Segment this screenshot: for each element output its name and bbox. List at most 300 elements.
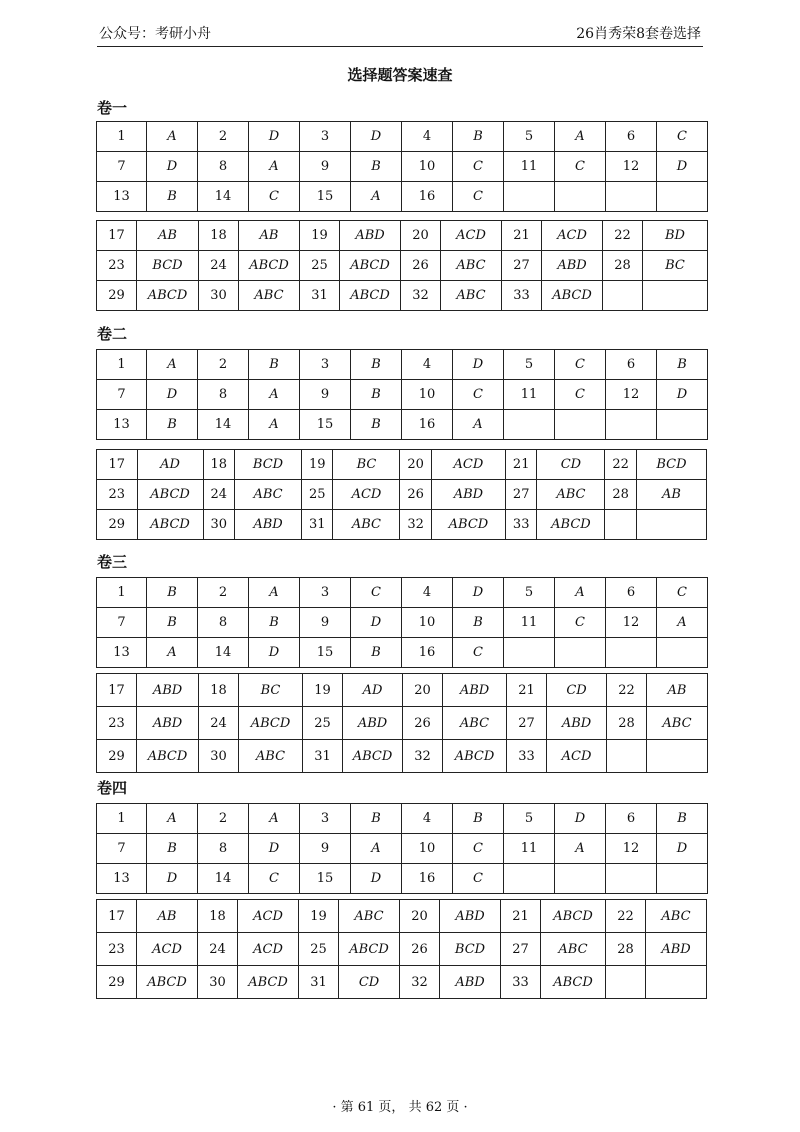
answer-cell: ABCD — [137, 740, 199, 773]
table-row — [97, 864, 708, 894]
question-number: 19 — [300, 221, 340, 251]
answer-cell: AD — [137, 450, 203, 480]
answer-cell: C — [453, 152, 504, 182]
answer-cell: ABC — [443, 707, 507, 740]
question-number: 26 — [400, 933, 440, 966]
answer-cell: A — [351, 834, 402, 864]
question-number: 17 — [97, 221, 137, 251]
question-number: 17 — [97, 900, 137, 933]
question-number: 8 — [198, 834, 249, 864]
question-number: 16 — [402, 182, 453, 212]
question-number: 11 — [504, 152, 555, 182]
table-row — [97, 251, 708, 281]
answer-cell: B — [453, 608, 504, 638]
answer-cell: ABCD — [541, 900, 606, 933]
question-number: 26 — [403, 707, 443, 740]
answer-cell — [643, 281, 708, 311]
answer-cell — [657, 410, 708, 440]
table-row — [97, 182, 708, 212]
question-number — [504, 864, 555, 894]
answer-cell: BCD — [137, 251, 199, 281]
answer-cell: ABD — [431, 480, 505, 510]
table-row — [97, 740, 708, 773]
answer-cell: ABD — [137, 674, 199, 707]
table-row — [97, 674, 708, 707]
question-number: 8 — [198, 608, 249, 638]
answer-cell: ABCD — [537, 510, 605, 540]
answer-cell: AB — [137, 900, 198, 933]
question-number: 13 — [97, 182, 147, 212]
question-number: 28 — [606, 933, 646, 966]
answer-cell: B — [351, 380, 402, 410]
answer-cell: ABCD — [239, 707, 303, 740]
question-number: 9 — [300, 834, 351, 864]
question-number: 23 — [97, 251, 137, 281]
multi-choice-table — [96, 899, 707, 999]
question-number: 9 — [300, 380, 351, 410]
answer-cell: C — [453, 834, 504, 864]
page-header — [97, 24, 703, 47]
header-right-text: 26肖秀荣8套卷选择 — [576, 26, 701, 42]
answer-cell: C — [657, 578, 708, 608]
answer-cell: ABD — [547, 707, 607, 740]
table-row — [97, 933, 707, 966]
answer-cell — [657, 182, 708, 212]
answer-cell: ABCD — [431, 510, 505, 540]
answer-cell: B — [657, 350, 708, 380]
question-number — [606, 410, 657, 440]
answer-cell: ABCD — [340, 251, 401, 281]
answer-cell: B — [249, 608, 300, 638]
question-number — [607, 740, 647, 773]
answer-cell: ABC — [339, 900, 400, 933]
answer-cell: ABCD — [137, 281, 199, 311]
answer-cell: B — [147, 834, 198, 864]
question-number: 27 — [507, 707, 547, 740]
question-number: 15 — [300, 638, 351, 668]
question-number: 2 — [198, 804, 249, 834]
answer-cell: A — [555, 578, 606, 608]
answer-cell: ABC — [239, 740, 303, 773]
question-number — [504, 638, 555, 668]
page-footer: · 第 61 页， 共 62 页 · — [332, 1100, 468, 1115]
question-number: 30 — [199, 740, 239, 773]
question-number: 22 — [607, 674, 647, 707]
question-number: 25 — [299, 933, 339, 966]
answer-cell — [646, 966, 707, 999]
question-number: 30 — [203, 510, 234, 540]
question-number: 28 — [603, 251, 643, 281]
answer-cell: D — [249, 834, 300, 864]
question-number: 18 — [199, 221, 239, 251]
table-row — [97, 281, 708, 311]
question-number: 33 — [507, 740, 547, 773]
question-number: 14 — [198, 182, 249, 212]
answer-cell: ABD — [443, 674, 507, 707]
question-number: 21 — [501, 900, 541, 933]
question-number: 12 — [606, 834, 657, 864]
question-number: 33 — [501, 966, 541, 999]
question-number: 7 — [97, 834, 147, 864]
answer-cell: B — [147, 578, 198, 608]
page-title: 选择题答案速查 — [347, 66, 453, 84]
question-number: 6 — [606, 350, 657, 380]
table-row — [97, 480, 707, 510]
table-row — [97, 966, 707, 999]
answer-cell: D — [351, 122, 402, 152]
answer-cell: ACD — [547, 740, 607, 773]
answer-cell: C — [555, 608, 606, 638]
question-number: 10 — [402, 834, 453, 864]
question-number: 28 — [607, 707, 647, 740]
section-title: 卷二 — [97, 325, 128, 343]
question-number: 12 — [606, 152, 657, 182]
question-number: 22 — [605, 450, 636, 480]
answer-cell: ABD — [137, 707, 199, 740]
answer-cell: AB — [239, 221, 300, 251]
question-number: 21 — [502, 221, 542, 251]
answer-cell — [555, 864, 606, 894]
question-number: 26 — [401, 251, 441, 281]
answer-cell: ACD — [542, 221, 603, 251]
answer-cell: D — [147, 864, 198, 894]
question-number: 3 — [300, 350, 351, 380]
question-number: 8 — [198, 152, 249, 182]
answer-cell: CD — [339, 966, 400, 999]
answer-cell: D — [147, 380, 198, 410]
multi-choice-table — [96, 449, 707, 540]
answer-cell: A — [657, 608, 708, 638]
answer-cell: ABC — [541, 933, 606, 966]
answer-cell: D — [453, 350, 504, 380]
answer-cell: C — [453, 182, 504, 212]
answer-cell: BCD — [235, 450, 302, 480]
question-number: 24 — [199, 707, 239, 740]
answer-cell: A — [147, 638, 198, 668]
answer-cell: D — [657, 152, 708, 182]
question-number: 13 — [97, 410, 147, 440]
answer-cell: B — [453, 804, 504, 834]
question-number — [606, 182, 657, 212]
answer-cell — [657, 638, 708, 668]
question-number: 10 — [402, 152, 453, 182]
answer-cell: ACD — [137, 933, 198, 966]
question-number: 32 — [400, 510, 431, 540]
question-number: 6 — [606, 578, 657, 608]
answer-cell: ABC — [646, 900, 707, 933]
question-number: 20 — [400, 900, 440, 933]
question-number: 16 — [402, 864, 453, 894]
table-row — [97, 834, 708, 864]
question-number: 21 — [505, 450, 536, 480]
question-number: 15 — [300, 182, 351, 212]
header-left-text: 公众号：考研小舟 — [99, 26, 211, 42]
answer-cell: AD — [343, 674, 403, 707]
question-number: 33 — [502, 281, 542, 311]
question-number: 2 — [198, 350, 249, 380]
question-number: 20 — [400, 450, 431, 480]
answer-cell: ABD — [440, 966, 501, 999]
question-number: 5 — [504, 804, 555, 834]
question-number: 18 — [199, 674, 239, 707]
question-number: 20 — [401, 221, 441, 251]
question-number: 15 — [300, 864, 351, 894]
table-row — [97, 350, 708, 380]
answer-cell: ACD — [238, 900, 299, 933]
question-number: 25 — [300, 251, 340, 281]
table-row — [97, 804, 708, 834]
question-number: 29 — [97, 740, 137, 773]
answer-cell: ACD — [238, 933, 299, 966]
answer-cell: ACD — [441, 221, 502, 251]
question-number: 5 — [504, 578, 555, 608]
question-number: 31 — [302, 510, 333, 540]
table-row — [97, 510, 707, 540]
question-number: 22 — [603, 221, 643, 251]
question-number: 1 — [97, 578, 147, 608]
answer-cell: A — [555, 834, 606, 864]
answer-cell: B — [147, 182, 198, 212]
question-number: 32 — [403, 740, 443, 773]
table-row — [97, 380, 708, 410]
question-number: 12 — [606, 608, 657, 638]
question-number: 17 — [97, 674, 137, 707]
question-number: 23 — [97, 480, 138, 510]
answer-cell: ABD — [440, 900, 501, 933]
question-number: 32 — [400, 966, 440, 999]
answer-cell: C — [453, 638, 504, 668]
table-row — [97, 410, 708, 440]
table-row — [97, 707, 708, 740]
answer-cell: CD — [547, 674, 607, 707]
answer-cell: D — [657, 834, 708, 864]
answer-cell: D — [351, 864, 402, 894]
question-number: 1 — [97, 804, 147, 834]
answer-cell: A — [555, 122, 606, 152]
answer-cell: ABCD — [137, 966, 198, 999]
answer-cell: B — [351, 804, 402, 834]
answer-cell: ABC — [537, 480, 605, 510]
question-number: 4 — [402, 578, 453, 608]
answer-cell — [555, 638, 606, 668]
answer-cell: ABCD — [137, 510, 203, 540]
answer-cell: A — [453, 410, 504, 440]
answer-cell: ABC — [239, 281, 300, 311]
answer-cell: CD — [537, 450, 605, 480]
question-number: 31 — [299, 966, 339, 999]
question-number — [606, 638, 657, 668]
answer-cell: C — [249, 182, 300, 212]
question-number: 16 — [402, 638, 453, 668]
question-number: 30 — [198, 966, 238, 999]
question-number: 29 — [97, 966, 137, 999]
answer-cell: A — [249, 152, 300, 182]
question-number: 4 — [402, 804, 453, 834]
question-number: 29 — [97, 510, 138, 540]
question-number — [504, 410, 555, 440]
answer-cell: B — [453, 122, 504, 152]
answer-cell: AB — [636, 480, 706, 510]
question-number: 17 — [97, 450, 138, 480]
table-row — [97, 122, 708, 152]
answer-cell: ABD — [343, 707, 403, 740]
answer-cell: C — [555, 380, 606, 410]
answer-cell — [555, 182, 606, 212]
answer-cell: ABCD — [343, 740, 403, 773]
answer-cell — [636, 510, 706, 540]
answer-cell: ABD — [542, 251, 603, 281]
answer-cell: ABC — [647, 707, 708, 740]
question-number: 32 — [401, 281, 441, 311]
answer-cell: B — [657, 804, 708, 834]
answer-cell: D — [351, 608, 402, 638]
answer-cell: ABCD — [340, 281, 401, 311]
question-number: 29 — [97, 281, 137, 311]
answer-cell: D — [657, 380, 708, 410]
table-row — [97, 152, 708, 182]
answer-cell: ABCD — [541, 966, 606, 999]
answer-cell: B — [351, 410, 402, 440]
question-number: 25 — [303, 707, 343, 740]
question-number: 9 — [300, 608, 351, 638]
answer-cell: A — [249, 578, 300, 608]
question-number: 25 — [302, 480, 333, 510]
question-number: 7 — [97, 152, 147, 182]
question-number: 7 — [97, 380, 147, 410]
multi-choice-table — [96, 673, 708, 773]
section-title: 卷一 — [97, 99, 128, 117]
single-choice-table — [96, 349, 708, 440]
answer-cell: A — [147, 804, 198, 834]
question-number: 22 — [606, 900, 646, 933]
question-number: 1 — [97, 350, 147, 380]
answer-cell: C — [555, 350, 606, 380]
question-number: 8 — [198, 380, 249, 410]
single-choice-table — [96, 121, 708, 212]
question-number — [605, 510, 636, 540]
answer-cell: ABCD — [339, 933, 400, 966]
answer-cell: ABCD — [238, 966, 299, 999]
question-number: 31 — [300, 281, 340, 311]
answer-cell: BC — [333, 450, 400, 480]
answer-cell: ACD — [333, 480, 400, 510]
answer-cell: ABD — [340, 221, 401, 251]
answer-cell: ABC — [441, 251, 502, 281]
question-number: 16 — [402, 410, 453, 440]
answer-cell: B — [147, 608, 198, 638]
answer-cell: C — [249, 864, 300, 894]
single-choice-table — [96, 577, 708, 668]
answer-cell: ABD — [235, 510, 302, 540]
question-number: 3 — [300, 578, 351, 608]
question-number — [504, 182, 555, 212]
question-number: 21 — [507, 674, 547, 707]
answer-cell: AB — [647, 674, 708, 707]
multi-choice-table — [96, 220, 708, 311]
section-title: 卷三 — [97, 553, 128, 571]
question-number: 3 — [300, 122, 351, 152]
answer-cell: A — [249, 804, 300, 834]
question-number: 30 — [199, 281, 239, 311]
question-number: 24 — [203, 480, 234, 510]
answer-cell: A — [249, 380, 300, 410]
answer-cell — [657, 864, 708, 894]
question-number: 27 — [501, 933, 541, 966]
answer-cell: BD — [643, 221, 708, 251]
answer-cell: B — [351, 152, 402, 182]
question-number: 27 — [502, 251, 542, 281]
question-number: 18 — [198, 900, 238, 933]
question-number: 11 — [504, 608, 555, 638]
question-number — [606, 966, 646, 999]
answer-cell: B — [351, 350, 402, 380]
question-number: 13 — [97, 864, 147, 894]
question-number: 33 — [505, 510, 536, 540]
question-number: 1 — [97, 122, 147, 152]
question-number: 26 — [400, 480, 431, 510]
question-number — [603, 281, 643, 311]
answer-cell: A — [351, 182, 402, 212]
answer-cell: C — [555, 152, 606, 182]
answer-cell: A — [249, 410, 300, 440]
answer-cell — [647, 740, 708, 773]
answer-cell: B — [249, 350, 300, 380]
question-number: 24 — [199, 251, 239, 281]
question-number: 6 — [606, 122, 657, 152]
answer-cell: B — [147, 410, 198, 440]
question-number: 5 — [504, 122, 555, 152]
answer-cell: B — [351, 638, 402, 668]
question-number: 19 — [302, 450, 333, 480]
answer-cell: ABCD — [137, 480, 203, 510]
table-row — [97, 221, 708, 251]
question-number: 14 — [198, 410, 249, 440]
question-number: 11 — [504, 834, 555, 864]
question-number: 4 — [402, 122, 453, 152]
question-number: 10 — [402, 608, 453, 638]
question-number: 15 — [300, 410, 351, 440]
table-row — [97, 450, 707, 480]
answer-cell: D — [453, 578, 504, 608]
single-choice-table — [96, 803, 708, 894]
question-number: 2 — [198, 578, 249, 608]
answer-cell: D — [249, 122, 300, 152]
question-number: 31 — [303, 740, 343, 773]
question-number — [606, 864, 657, 894]
table-row — [97, 608, 708, 638]
answer-cell: ABCD — [443, 740, 507, 773]
question-number: 19 — [303, 674, 343, 707]
answer-cell: A — [147, 122, 198, 152]
answer-cell: AB — [137, 221, 199, 251]
answer-cell: ABC — [333, 510, 400, 540]
question-number: 6 — [606, 804, 657, 834]
question-number: 12 — [606, 380, 657, 410]
table-row — [97, 900, 707, 933]
answer-cell: D — [147, 152, 198, 182]
answer-cell: ACD — [431, 450, 505, 480]
question-number: 23 — [97, 933, 137, 966]
table-row — [97, 638, 708, 668]
answer-cell: C — [657, 122, 708, 152]
answer-cell: D — [555, 804, 606, 834]
table-row — [97, 578, 708, 608]
question-number: 23 — [97, 707, 137, 740]
answer-cell: ABC — [441, 281, 502, 311]
answer-cell: ABCD — [542, 281, 603, 311]
answer-cell: ABCD — [239, 251, 300, 281]
question-number: 5 — [504, 350, 555, 380]
